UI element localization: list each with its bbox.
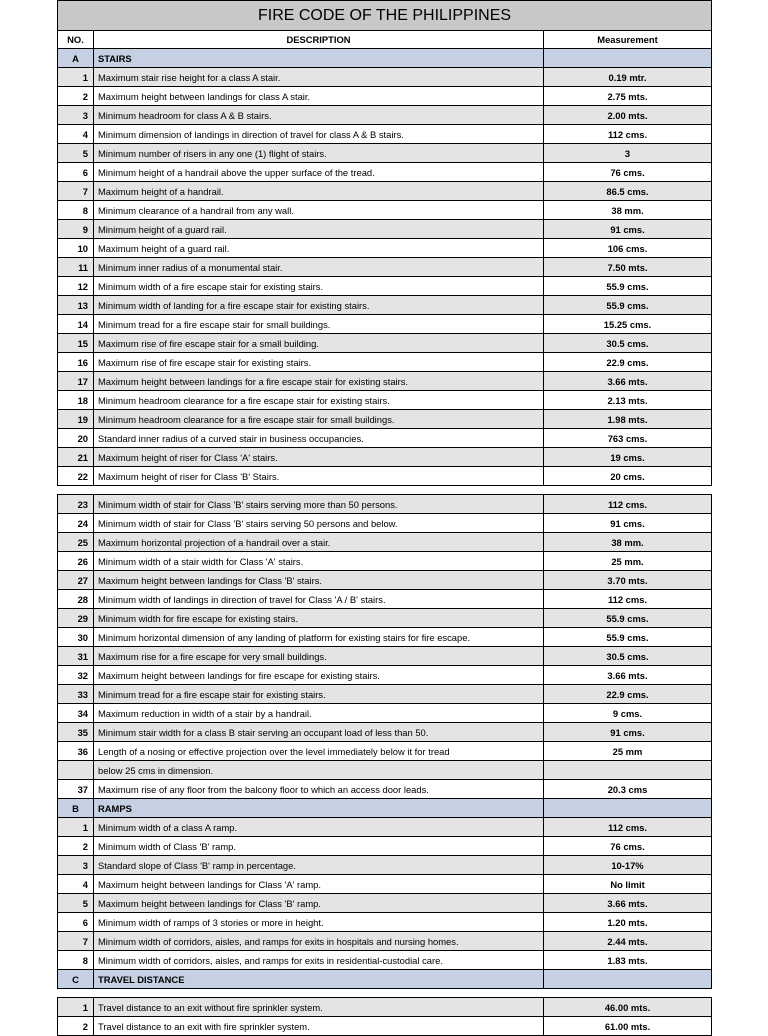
table-row: [58, 410, 712, 429]
row-number: 6: [58, 913, 94, 932]
row-description: Minimum number of risers in any one (1) flight of stairs.: [94, 144, 544, 163]
row-description: Maximum height between landings for fire escape for existing stairs.: [94, 666, 544, 685]
row-number: 2: [58, 87, 94, 106]
row-description: Maximum rise of any floor from the balcony floor to which an access door leads.: [94, 780, 544, 799]
table-row: [58, 163, 712, 182]
row-number: 5: [58, 894, 94, 913]
table-row: [58, 467, 712, 486]
row-description: Minimum width of stair for Class 'B' stairs serving more than 50 persons.: [94, 495, 544, 514]
row-measurement: 86.5 cms.: [544, 182, 712, 201]
row-number: 18: [58, 391, 94, 410]
row-description: Minimum width of landings in direction of travel for Class 'A / B' stairs.: [94, 590, 544, 609]
row-number: 15: [58, 334, 94, 353]
row-description: Minimum clearance of a handrail from any wall.: [94, 201, 544, 220]
table-row: [58, 125, 712, 144]
row-measurement: 91 cms.: [544, 723, 712, 742]
row-measurement: 3.66 mts.: [544, 372, 712, 391]
row-number: 29: [58, 609, 94, 628]
row-measurement: 3.70 mts.: [544, 571, 712, 590]
table-row: [58, 685, 712, 704]
table-row: [58, 998, 712, 1017]
table-row: [58, 932, 712, 951]
row-description: Maximum height between landings for Class 'A' ramp.: [94, 875, 544, 894]
row-number: 21: [58, 448, 94, 467]
row-number: 2: [58, 837, 94, 856]
section-row-ramps: [58, 799, 712, 818]
row-measurement: 0.19 mtr.: [544, 68, 712, 87]
row-description: Maximum height of riser for Class 'B' Stairs.: [94, 467, 544, 486]
table-row: [58, 837, 712, 856]
row-measurement: 1.20 mts.: [544, 913, 712, 932]
table-row: [58, 391, 712, 410]
row-measurement: 1.83 mts.: [544, 951, 712, 970]
table-row: [58, 552, 712, 571]
row-measurement: 106 cms.: [544, 239, 712, 258]
row-number: 2: [58, 1017, 94, 1036]
row-description: Minimum width for fire escape for existing stairs.: [94, 609, 544, 628]
table-row: [58, 239, 712, 258]
row-measurement: 3.66 mts.: [544, 666, 712, 685]
row-description: Maximum rise for a fire escape for very small buildings.: [94, 647, 544, 666]
row-measurement: 22.9 cms.: [544, 353, 712, 372]
row-number: 10: [58, 239, 94, 258]
row-measurement: 3.66 mts.: [544, 894, 712, 913]
section-letter: B: [58, 799, 94, 818]
row-description: Minimum tread for a fire escape stair for existing stairs.: [94, 685, 544, 704]
row-number: 20: [58, 429, 94, 448]
row-description: Minimum inner radius of a monumental stair.: [94, 258, 544, 277]
row-description: Travel distance to an exit with fire sprinkler system.: [94, 1017, 544, 1036]
table-row: [58, 818, 712, 837]
row-description: Length of a nosing or effective projection over the level immediately below it for tread: [94, 742, 544, 761]
row-measurement: 38 mm.: [544, 533, 712, 552]
row-description: Minimum stair width for a class B stair serving an occupant load of less than 50.: [94, 723, 544, 742]
row-measurement: 38 mm.: [544, 201, 712, 220]
table-row: [58, 353, 712, 372]
table-row: [58, 780, 712, 799]
table-row: [58, 334, 712, 353]
row-number: 3: [58, 106, 94, 125]
section-letter: C: [58, 970, 94, 989]
row-number: 31: [58, 647, 94, 666]
row-description: Maximum stair rise height for a class A stair.: [94, 68, 544, 87]
row-number: 7: [58, 182, 94, 201]
table-row: [58, 514, 712, 533]
row-number: 28: [58, 590, 94, 609]
table-row: [58, 666, 712, 685]
row-measurement: 91 cms.: [544, 220, 712, 239]
row-description: Minimum tread for a fire escape stair for small buildings.: [94, 315, 544, 334]
row-description: below 25 cms in dimension.: [94, 761, 544, 780]
row-measurement: 2.00 mts.: [544, 106, 712, 125]
row-description: Minimum width of corridors, aisles, and ramps for exits in hospitals and nursing homes.: [94, 932, 544, 951]
row-number: 8: [58, 201, 94, 220]
header-measurement: Measurement: [544, 31, 712, 49]
row-description: Minimum width of landing for a fire escape stair for existing stairs.: [94, 296, 544, 315]
row-measurement: 2.13 mts.: [544, 391, 712, 410]
row-description: Maximum rise of fire escape stair for a small building.: [94, 334, 544, 353]
row-number: 1: [58, 68, 94, 87]
row-description: Minimum headroom clearance for a fire escape stair for existing stairs.: [94, 391, 544, 410]
table-row: [58, 951, 712, 970]
table-row: [58, 647, 712, 666]
table-row: [58, 609, 712, 628]
row-number: 27: [58, 571, 94, 590]
row-number: 6: [58, 163, 94, 182]
row-measurement: 91 cms.: [544, 514, 712, 533]
row-description: Minimum height of a handrail above the upper surface of the tread.: [94, 163, 544, 182]
table-row: [58, 913, 712, 932]
table-row: [58, 704, 712, 723]
row-measurement: 25 mm: [544, 742, 712, 761]
row-measurement: 3: [544, 144, 712, 163]
row-measurement: 76 cms.: [544, 837, 712, 856]
row-measurement: 20.3 cms: [544, 780, 712, 799]
row-measurement: 46.00 mts.: [544, 998, 712, 1017]
row-description: Minimum width of a stair width for Class 'A' stairs.: [94, 552, 544, 571]
row-number: 12: [58, 277, 94, 296]
row-description: Minimum dimension of landings in direction of travel for class A & B stairs.: [94, 125, 544, 144]
table-row: [58, 87, 712, 106]
row-description: Standard slope of Class 'B' ramp in percentage.: [94, 856, 544, 875]
row-number: 23: [58, 495, 94, 514]
table-row: [58, 856, 712, 875]
row-number: 24: [58, 514, 94, 533]
row-measurement: 20 cms.: [544, 467, 712, 486]
section-label: STAIRS: [94, 49, 544, 68]
row-number: 30: [58, 628, 94, 647]
row-description: Maximum height of riser for Class 'A' stairs.: [94, 448, 544, 467]
table-row: [58, 144, 712, 163]
column-header-row: [58, 31, 712, 49]
row-number: 1: [58, 998, 94, 1017]
row-measurement: 10-17%: [544, 856, 712, 875]
table-row: [58, 495, 712, 514]
table-row: [58, 723, 712, 742]
row-number: 5: [58, 144, 94, 163]
row-description: Minimum height of a guard rail.: [94, 220, 544, 239]
row-number: 25: [58, 533, 94, 552]
row-measurement: 9 cms.: [544, 704, 712, 723]
header-no: NO.: [58, 31, 94, 49]
row-measurement: 19 cms.: [544, 448, 712, 467]
table-row: [58, 296, 712, 315]
row-description: Minimum width of corridors, aisles, and ramps for exits in residential-custodial care.: [94, 951, 544, 970]
table-travel-distance: [57, 997, 712, 1036]
section-measurement: [544, 970, 712, 989]
row-number: 33: [58, 685, 94, 704]
row-measurement: 61.00 mts.: [544, 1017, 712, 1036]
row-measurement: 112 cms.: [544, 125, 712, 144]
section-label: TRAVEL DISTANCE: [94, 970, 544, 989]
row-description: Travel distance to an exit without fire sprinkler system.: [94, 998, 544, 1017]
page-title: FIRE CODE OF THE PHILIPPINES: [58, 1, 712, 31]
table-stairs-continued: [57, 494, 712, 989]
row-number: 13: [58, 296, 94, 315]
row-number: 36: [58, 742, 94, 761]
row-description: Minimum width of ramps of 3 stories or more in height.: [94, 913, 544, 932]
row-measurement: 15.25 cms.: [544, 315, 712, 334]
table-row: [58, 533, 712, 552]
row-measurement: No limit: [544, 875, 712, 894]
row-description: Minimum width of Class 'B' ramp.: [94, 837, 544, 856]
document-sheet: [57, 0, 711, 1036]
section-measurement: [544, 799, 712, 818]
row-measurement: 2.44 mts.: [544, 932, 712, 951]
row-number: 7: [58, 932, 94, 951]
table-row: [58, 277, 712, 296]
row-measurement: 30.5 cms.: [544, 647, 712, 666]
section-row-travel-distance: [58, 970, 712, 989]
row-number: 16: [58, 353, 94, 372]
table-row: [58, 1017, 712, 1036]
row-description: Minimum width of stair for Class 'B' stairs serving 50 persons and below.: [94, 514, 544, 533]
row-number: 26: [58, 552, 94, 571]
table-row: [58, 201, 712, 220]
table-stairs-header: [57, 0, 712, 486]
row-number: 19: [58, 410, 94, 429]
table-row: [58, 571, 712, 590]
row-number: 22: [58, 467, 94, 486]
row-number: 32: [58, 666, 94, 685]
table-row: [58, 182, 712, 201]
table-row: [58, 220, 712, 239]
row-measurement: 55.9 cms.: [544, 609, 712, 628]
row-number: 8: [58, 951, 94, 970]
row-measurement: 55.9 cms.: [544, 628, 712, 647]
table-row: [58, 372, 712, 391]
row-description: Minimum horizontal dimension of any landing of platform for existing stairs for fire escape.: [94, 628, 544, 647]
row-description: Maximum height between landings for class A stair.: [94, 87, 544, 106]
table-row: [58, 761, 712, 780]
table-row: [58, 628, 712, 647]
row-description: Maximum horizontal projection of a handrail over a stair.: [94, 533, 544, 552]
table-row: [58, 590, 712, 609]
row-measurement: 76 cms.: [544, 163, 712, 182]
row-measurement: 55.9 cms.: [544, 277, 712, 296]
row-measurement: 112 cms.: [544, 590, 712, 609]
row-measurement: 1.98 mts.: [544, 410, 712, 429]
header-description: DESCRIPTION: [94, 31, 544, 49]
table-row: [58, 68, 712, 87]
row-number: 4: [58, 875, 94, 894]
row-number: 35: [58, 723, 94, 742]
row-measurement: 22.9 cms.: [544, 685, 712, 704]
row-description: Minimum headroom clearance for a fire escape stair for small buildings.: [94, 410, 544, 429]
row-number: 37: [58, 780, 94, 799]
table-row: [58, 258, 712, 277]
row-measurement: 112 cms.: [544, 495, 712, 514]
table-row: [58, 315, 712, 334]
row-number: 34: [58, 704, 94, 723]
table-gap: [57, 989, 711, 997]
row-description: Maximum height between landings for a fire escape stair for existing stairs.: [94, 372, 544, 391]
row-number: 14: [58, 315, 94, 334]
table-gap: [57, 486, 711, 494]
table-row: [58, 742, 712, 761]
row-measurement: 7.50 mts.: [544, 258, 712, 277]
title-row: [58, 1, 712, 31]
row-description: Minimum width of a class A ramp.: [94, 818, 544, 837]
row-description: Minimum width of a fire escape stair for existing stairs.: [94, 277, 544, 296]
row-number: 1: [58, 818, 94, 837]
section-row-stairs: [58, 49, 712, 68]
row-number: 17: [58, 372, 94, 391]
table-row: [58, 429, 712, 448]
table-row: [58, 875, 712, 894]
table-row: [58, 448, 712, 467]
row-description: Maximum height of a handrail.: [94, 182, 544, 201]
row-description: Maximum reduction in width of a stair by a handrail.: [94, 704, 544, 723]
row-description: Minimum headroom for class A & B stairs.: [94, 106, 544, 125]
row-description: Standard inner radius of a curved stair in business occupancies.: [94, 429, 544, 448]
row-measurement: 55.9 cms.: [544, 296, 712, 315]
section-letter: A: [58, 49, 94, 68]
table-row: [58, 894, 712, 913]
row-measurement: 763 cms.: [544, 429, 712, 448]
row-description: Maximum rise of fire escape stair for existing stairs.: [94, 353, 544, 372]
row-measurement: 112 cms.: [544, 818, 712, 837]
section-label: RAMPS: [94, 799, 544, 818]
row-description: Maximum height between landings for Class 'B' ramp.: [94, 894, 544, 913]
row-number: 9: [58, 220, 94, 239]
row-number: 11: [58, 258, 94, 277]
section-measurement: [544, 49, 712, 68]
row-description: Maximum height between landings for Class 'B' stairs.: [94, 571, 544, 590]
row-measurement: 30.5 cms.: [544, 334, 712, 353]
row-number: 3: [58, 856, 94, 875]
row-measurement: 2.75 mts.: [544, 87, 712, 106]
row-number: [58, 761, 94, 780]
row-number: 4: [58, 125, 94, 144]
table-row: [58, 106, 712, 125]
row-measurement: 25 mm.: [544, 552, 712, 571]
row-description: Maximum height of a guard rail.: [94, 239, 544, 258]
row-measurement: [544, 761, 712, 780]
